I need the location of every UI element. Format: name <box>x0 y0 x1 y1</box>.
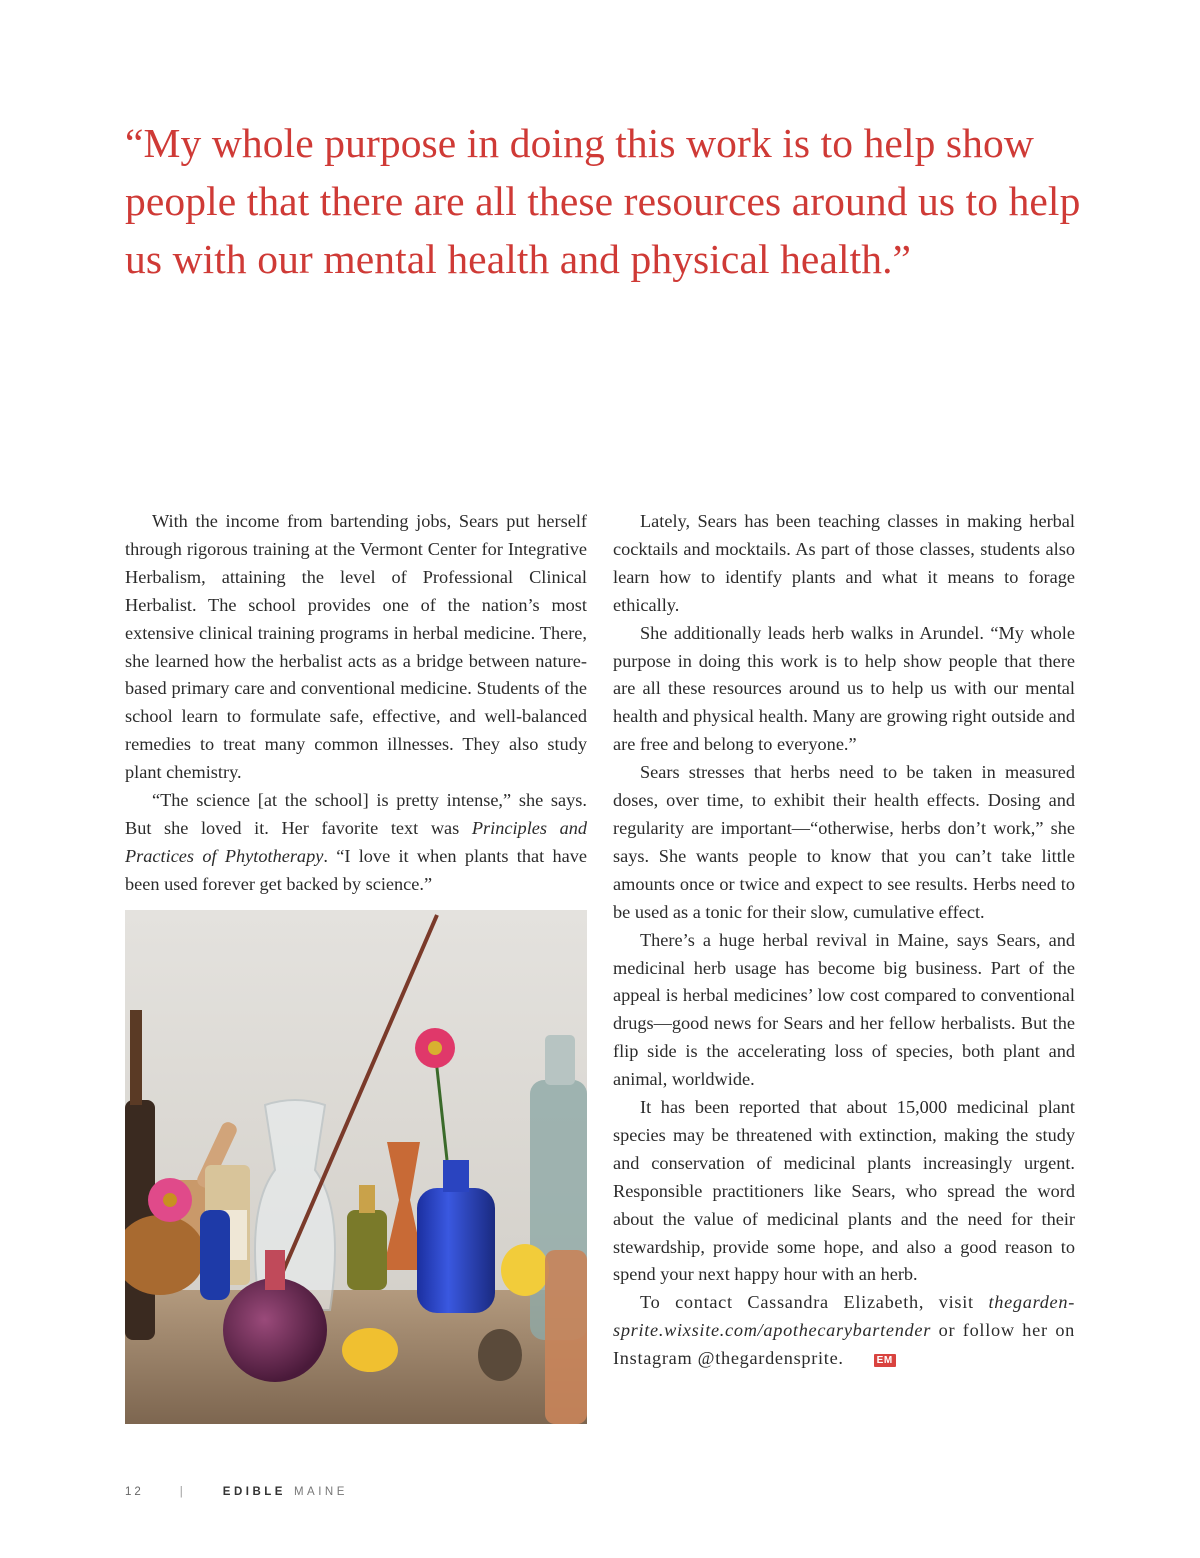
left-paragraph-1: With the income from bartending jobs, Sears put herself through rigorous training at the Vermont Center for Integrative Herbalism, attaining the level of Professional Clinical Herbalist. The school provides one of the nation’s most extensive clinical training programs in herbal medicine. There, she learned how the herbalist acts as a bridge between nature-based primary care and conventional medicine. Students of the school learn to formulate safe, effective, and well-balanced remedies to treat many common illnesses. They also study plant chemistry. <box>125 511 587 783</box>
magazine-name-light: MAINE <box>293 1486 348 1498</box>
left-paragraph-2 <box>125 787 587 899</box>
apothecary-photo <box>125 910 587 1424</box>
right-paragraph-1: Lately, Sears has been teaching classes in making herbal cocktails and mocktails. As part of those classes, students also learn how to identify plants and what it means to forage ethically. <box>613 511 1075 615</box>
page-number: 12 <box>125 1486 144 1498</box>
page-footer <box>125 1484 348 1500</box>
end-mark-logo: EM <box>874 1354 896 1367</box>
left-column <box>125 508 587 899</box>
magazine-name-bold: EDIBLE <box>222 1486 286 1498</box>
left-paragraph-2-end: . “I love it when plants that have been used forever get backed by science.” <box>125 845 587 894</box>
contact-text-end: or follow her on Instagram @thegardensprite. <box>613 1320 1075 1369</box>
pull-quote: “My whole purpose in doing this work is to help show people that there are all these resources around us to help us with our mental health and physical health.” <box>125 120 1081 282</box>
right-paragraph-6 <box>613 1289 1075 1373</box>
website-link[interactable]: thegarden-sprite.wixsite.com/apothecarybartender <box>613 1292 1075 1341</box>
right-paragraph-3: Sears stresses that herbs need to be taken in measured doses, over time, to exhibit their health effects. Dosing and regularity are important—“otherwise, herbs don’t work,” she says. She wants people to know that you can’t take little amounts once or twice and expect to see results. Herbs need to be used as a tonic for their slow, cumulative effect. <box>613 762 1075 922</box>
contact-text-start: To contact Cassandra Elizabeth, visit <box>640 1292 989 1313</box>
right-column <box>613 508 1075 1373</box>
right-paragraph-2: She additionally leads herb walks in Arundel. “My whole purpose in doing this work is to help show people that there are all these resources around us to help us with our mental health and physical health. Many are growing right outside and are free and belong to everyone.” <box>613 622 1075 755</box>
footer-separator: | <box>179 1486 183 1498</box>
right-paragraph-4: There’s a huge herbal revival in Maine, says Sears, and medicinal herb usage has become big business. Part of the appeal is herbal medicines’ low cost compared to conventional drugs—good news for Sears and her fellow herbalists. But the flip side is the accelerating loss of species, both plant and animal, worldwide. <box>613 929 1075 1090</box>
book-title: Principles and Practices of Phytotherapy <box>125 817 588 866</box>
right-paragraph-5: It has been reported that about 15,000 medicinal plant species may be threatened with extinction, making the study and conservation of medicinal plants increasingly urgent. Responsible practitioners like Sears, who spread the word about the value of medicinal plants and the need for their stewardship, provide some hope, and also a good reason to spend your next happy hour with an herb. <box>613 1097 1075 1285</box>
left-paragraph-2-start: “The science [at the school] is pretty intense,” she says. But she loved it. Her favorite text was <box>125 790 587 838</box>
